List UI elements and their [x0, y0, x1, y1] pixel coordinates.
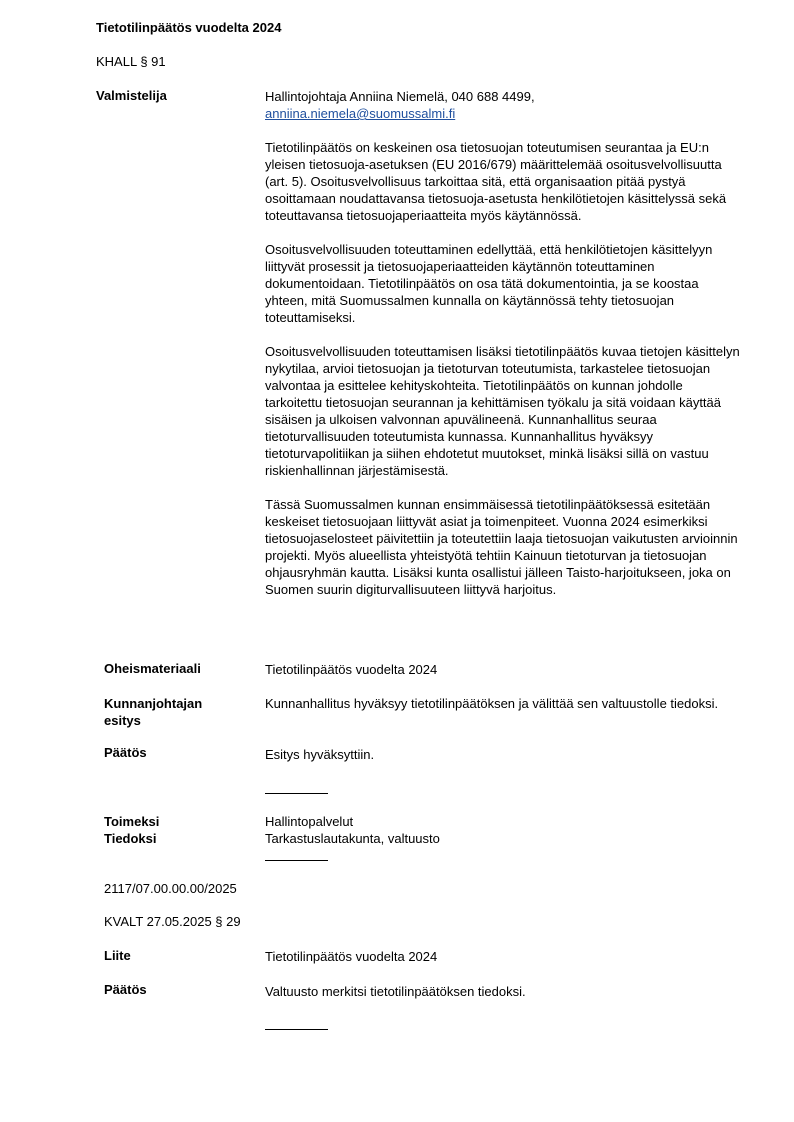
email-link[interactable]: anniina.niemela@suomussalmi.fi — [265, 106, 456, 121]
decision-label: Päätös — [104, 745, 147, 760]
mayor-proposal-label-line1: Kunnanjohtajan — [104, 696, 203, 711]
for-information-label: Tiedoksi — [104, 831, 157, 846]
paragraph-4: Tässä Suomussalmen kunnan ensimmäisessä tietotilinpäätöksessä esitetään keskeiset tietosuojaan liittyvät asiat ja toimenpiteet. Vuonna 2024 esimerkiksi tietosuojaselosteet päivitettiin ja toteutettiin laaja tietosuojan vaikutusten arvioinnin projekti. Myös alueellista yhteistyötä tehtiin Kainuun tietoturvan ja tietosuojan ohjausryhmän kautta. Lisäksi kunta osallistui jälleen Taisto-harjoitukseen, joka on Suomen suurin digiturvallisuuteen liittyvä harjoitus. — [265, 497, 738, 597]
assigned-to-label: Toimeksi — [104, 814, 160, 829]
attachment-material-label: Oheismateriaali — [104, 661, 201, 676]
preparation-label: Valmistelija — [96, 88, 167, 103]
separator-line — [265, 860, 328, 861]
appendix-label: Liite — [104, 948, 131, 963]
paragraph-1: Tietotilinpäätös on keskeinen osa tietosuojan toteutumisen seurantaa ja EU:n yleisen tietosuoja-asetuksen (EU 2016/679) määrittelemää osoitusvelvollisuutta (art. 5). Osoitusvelvollisuus tarkoittaa sitä, että organisaation pitää pystyä osoittamaan noudattavansa tietosuoja-asetusta henkilötietojen käsittelyssä sekä toteuttavansa tietosuojaperiaatteita myös käytännössä. — [265, 140, 727, 223]
assigned-to-value: Hallintopalvelut — [265, 814, 354, 829]
paragraph-2: Osoitusvelvollisuuden toteuttaminen edellyttää, että henkilötietojen käsittelyyn liittyvät prosessit ja tietosuojaperiaatteiden käytännön toteuttaminen dokumentoidaan. Tietotilinpäätös on osa tätä dokumentointia, ja se koostaa yhteen, mitä Suomussalmen kunnalla on käytännössä tehty tietosuojan toteuttamiseksi. — [265, 242, 713, 325]
document-title: Tietotilinpäätös vuodelta 2024 — [96, 20, 282, 35]
attachment-material-value: Tietotilinpäätös vuodelta 2024 — [265, 662, 438, 677]
record-number: 2117/07.00.00.00/2025 — [104, 881, 237, 896]
separator-line — [265, 793, 328, 794]
contact-email-row — [265, 105, 740, 122]
preparation-body — [265, 88, 740, 598]
meeting-reference: KHALL § 91 — [96, 54, 166, 69]
contact-line: Hallintojohtaja Anniina Niemelä, 040 688 4499, — [265, 89, 535, 104]
actions-labels — [104, 813, 159, 847]
for-information-value: Tarkastuslautakunta, valtuusto — [265, 831, 440, 846]
mayor-proposal-label — [104, 695, 202, 729]
separator-line — [265, 1029, 328, 1030]
decision-value: Esitys hyväksyttiin. — [265, 747, 375, 762]
mayor-proposal-value: Kunnanhallitus hyväksyy tietotilinpäätöksen ja välittää sen valtuustolle tiedoksi. — [265, 696, 719, 711]
paragraph-3: Osoitusvelvollisuuden toteuttamisen lisäksi tietotilinpäätös kuvaa tietojen käsittelyn nykytilaa, arvioi tietosuojan ja tietoturvan toteutumista, tarkastelee tietosuojan valvontaa ja esittelee kehityskohteita. Tietotilinpäätös on kunnan johdolle tarkoitettu tietosuojan seurannan ja kehittämisen työkalu ja sitä voidaan käyttää sisäisen ja ulkoisen valvonnan apuvälineenä. Kunnanhallitus seuraa tietoturvallisuuden toteutumista kunnassa. Kunnanhallitus hyväksyy tietoturvapolitiikan ja siihen ehdotetut muutokset, minkä lisäksi sillä on vastuu riskienhallinnan järjestämisestä. — [265, 344, 740, 478]
council-decision-label: Päätös — [104, 982, 147, 997]
council-decision-value: Valtuusto merkitsi tietotilinpäätöksen tiedoksi. — [265, 984, 526, 999]
mayor-proposal-label-line2: esitys — [104, 713, 141, 728]
actions-values — [265, 813, 740, 847]
council-reference: KVALT 27.05.2025 § 29 — [104, 914, 241, 929]
appendix-value: Tietotilinpäätös vuodelta 2024 — [265, 949, 438, 964]
